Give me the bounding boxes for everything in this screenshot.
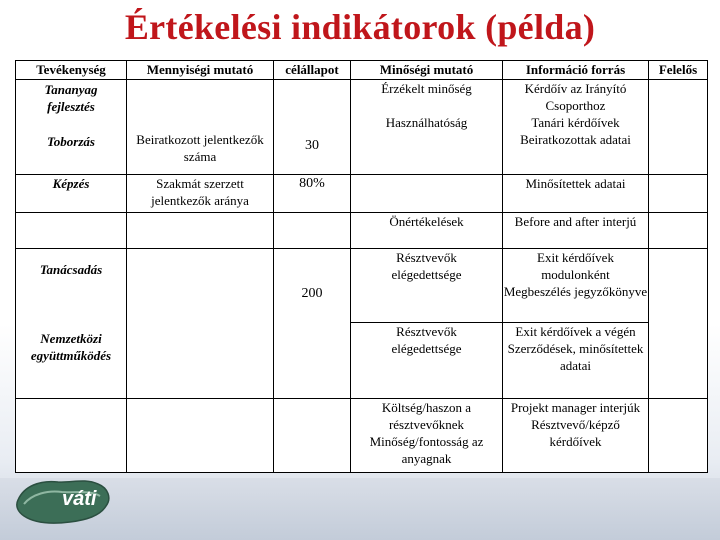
target-kepzes: 80% <box>274 175 351 213</box>
indicator-table <box>15 60 708 473</box>
responsible-last <box>649 399 708 473</box>
table-row <box>16 175 708 213</box>
quality-kepzes <box>351 175 503 213</box>
table-header-row <box>16 61 708 80</box>
activity-tananyag: Tananyag fejlesztés <box>44 82 98 114</box>
header-source: Információ forrás <box>503 61 649 80</box>
quantity-toborzas: Beiratkozott jelentkezők száma <box>136 132 264 164</box>
activity-tanacsadas-label: Tanácsadás <box>39 262 103 277</box>
hungary-map-logo-icon <box>10 470 120 532</box>
header-activity: Tevékenység <box>16 61 127 80</box>
table-row <box>16 399 708 473</box>
activity-cell <box>16 80 127 175</box>
responsible-cell <box>649 80 708 175</box>
quality-onertekeles: Önértékelések <box>351 213 503 249</box>
target-empty <box>274 213 351 249</box>
responsible-empty <box>649 213 708 249</box>
quality-elegedettseg-2: Résztvevők elégedettsége <box>391 324 462 356</box>
quality-koltseg: Költség/haszon a résztvevőknek Minőség/fontosság az anyagnak <box>351 399 503 473</box>
logo-text: váti <box>62 488 97 510</box>
activity-empty <box>16 213 127 249</box>
source-block <box>503 249 649 399</box>
indicator-table-container <box>15 60 707 473</box>
responsible-block <box>649 249 708 399</box>
activity-kepzes: Képzés <box>16 175 127 213</box>
table-row <box>16 80 708 175</box>
source-cell <box>503 80 649 175</box>
activity-toborzas: Toborzás <box>47 134 95 149</box>
source-tananyag: Kérdőív az Irányító Csoporthoz Tanári kérdőívek <box>524 81 627 130</box>
quality-cell: Érzékelt minőség Használhatóság <box>351 80 503 175</box>
source-exit-vegen: Exit kérdőívek a végén Szerződések, minősítettek adatai <box>507 324 644 373</box>
quantity-tanacsadas <box>127 249 274 399</box>
quality-elegedettseg-1: Résztvevők elégedettsége <box>351 249 502 323</box>
header-quantity: Mennyiségi mutató <box>127 61 274 80</box>
activity-last <box>16 399 127 473</box>
quantity-empty <box>127 213 274 249</box>
quantity-last <box>127 399 274 473</box>
table-row <box>16 249 708 399</box>
page-title: Értékelési indikátorok (példa) <box>124 7 596 47</box>
source-kepzes: Minősítettek adatai <box>503 175 649 213</box>
quantity-kepzes: Szakmát szerzett jelentkezők aránya <box>127 175 274 213</box>
header-target: célállapot <box>274 61 351 80</box>
quality-block <box>351 249 503 399</box>
activity-tanacsadas <box>16 249 127 399</box>
target-cell <box>274 80 351 175</box>
source-before-after: Before and after interjú <box>503 213 649 249</box>
header-responsible: Felelős <box>649 61 708 80</box>
activity-nemzetkozi: Nemzetközi együttműködés <box>30 331 112 363</box>
target-tanacsadas: 200 <box>274 249 351 399</box>
table-row <box>16 213 708 249</box>
responsible-kepzes <box>649 175 708 213</box>
source-exit-modul: Exit kérdőívek modulonként Megbeszélés jegyzőkönyve <box>503 249 648 323</box>
source-projekt: Projekt manager interjúk Résztvevő/képző kérdőívek <box>503 399 649 473</box>
header-quality: Minőségi mutató <box>351 61 503 80</box>
source-toborzas: Beiratkozottak adatai <box>520 132 631 147</box>
target-last <box>274 399 351 473</box>
quantity-cell <box>127 80 274 175</box>
target-toborzas: 30 <box>305 138 319 153</box>
